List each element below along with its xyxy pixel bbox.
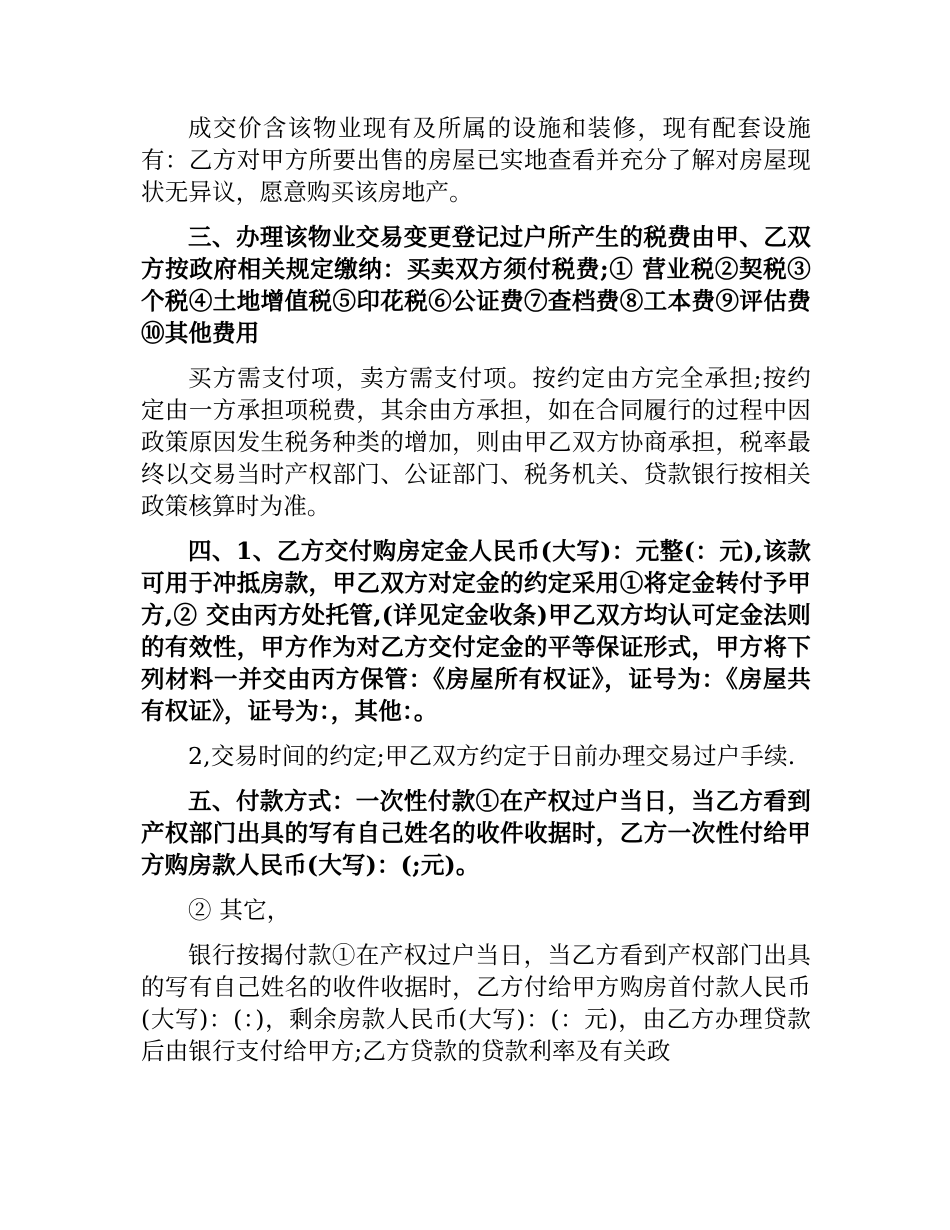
clause-four-deposit: 四、1、乙方交付购房定金人民币(大写)：元整(：元),该款可用于冲抵房款，甲乙双方对定金的约定采用①将定金转付予甲方,② 交由丙方处托管,(详见定金收条)甲乙双方均认可定金法则的有效性，甲方作为对乙方交付定金的平等保证形式，甲方将下列材料一并交由丙方保管：《房屋所有权证》，证号为：《房屋共有权证》，证号为：，其他：。: [141, 537, 811, 725]
clause-three-taxes: 三、办理该物业交易变更登记过户所产生的税费由甲、乙双方按政府相关规定缴纳：买卖双方须付税费;① 营业税②契税③个税④土地增值税⑤印花税⑥公证费⑦查档费⑧工本费⑨评估费⑩其他费用: [141, 223, 811, 347]
paragraph-tax-payment: 买方需支付项，卖方需支付项。按约定由方完全承担;按约定由一方承担项税费，其余由方承担，如在合同履行的过程中因政策原因发生税务种类的增加，则由甲乙双方协商承担，税率最终以交易当时产权部门、公证部门、税务机关、贷款银行按相关政策核算时为准。: [141, 364, 811, 520]
clause-five-payment: 五、付款方式：一次性付款①在产权过户当日，当乙方看到产权部门出具的写有自己姓名的收件收据时，乙方一次性付给甲方购房款人民币(大写)：(;元)。: [141, 787, 811, 879]
document-page: [141, 112, 811, 1067]
paragraph-facilities: 成交价含该物业现有及所属的设施和装修，现有配套设施有：乙方对甲方所要出售的房屋已实地查看并充分了解对房屋现状无异议，愿意购买该房地产。: [141, 114, 811, 206]
paragraph-transaction-time: 2,交易时间的约定;甲乙双方约定于日前办理交易过户手续.: [188, 742, 796, 770]
paragraph-mortgage: 银行按揭付款①在产权过户当日，当乙方看到产权部门出具的写有自己姓名的收件收据时，乙方付给甲方购房首付款人民币(大写)：(：)，剩余房款人民币(大写)：(：元)，由乙方办理贷款后由银行支付给甲方;乙方贷款的贷款利率及有关政: [141, 941, 811, 1065]
paragraph-other: ② 其它，: [188, 896, 291, 924]
